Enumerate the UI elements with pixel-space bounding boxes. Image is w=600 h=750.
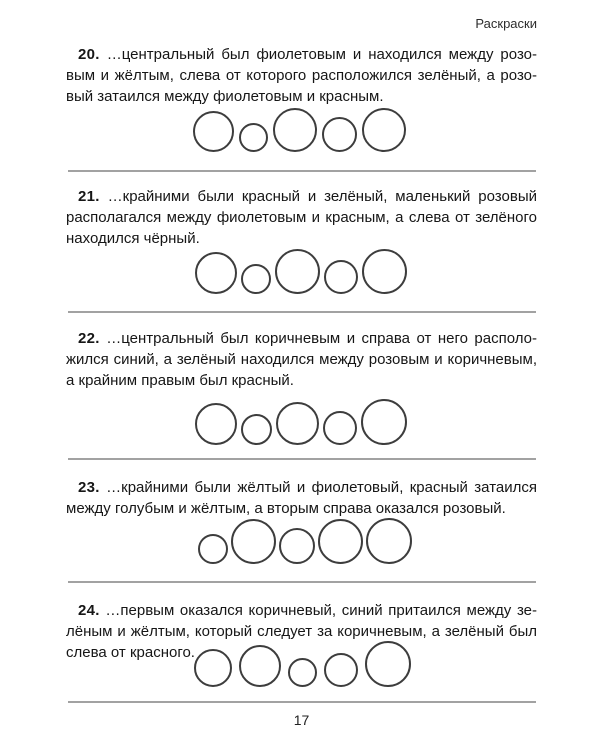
coloring-circle bbox=[323, 411, 357, 445]
coloring-circle bbox=[362, 108, 406, 152]
task-20-text bbox=[66, 44, 537, 107]
coloring-circle bbox=[361, 399, 407, 445]
task-21-text bbox=[66, 186, 537, 249]
task-number: 24. bbox=[78, 602, 100, 619]
coloring-circle bbox=[279, 528, 315, 564]
coloring-circle bbox=[324, 260, 358, 294]
task-text-line: 23. …крайними были жёлтый и фиолетовый, красный затаился bbox=[78, 479, 537, 496]
coloring-circle bbox=[366, 518, 412, 564]
section-divider bbox=[68, 170, 536, 172]
task-text-line: 24. …первым оказался коричневый, синий притаился между зе- bbox=[78, 602, 537, 619]
section-divider bbox=[68, 581, 536, 583]
task-text-line: жился синий, а зелёный находился между розовым и коричневым, bbox=[66, 351, 537, 368]
coloring-circle bbox=[239, 123, 268, 152]
coloring-circle bbox=[275, 249, 320, 294]
task-text-line: 22. …центральный был коричневым и справа от него располо- bbox=[78, 330, 537, 347]
coloring-circle bbox=[322, 117, 357, 152]
task-22-circle-row bbox=[195, 399, 407, 445]
task-text-line: 20. …центральный был фиолетовым и находился между розо- bbox=[78, 46, 537, 63]
task-number: 21. bbox=[78, 188, 100, 205]
coloring-circle bbox=[241, 264, 271, 294]
task-text-line: слева от красного. bbox=[66, 644, 195, 661]
coloring-circle bbox=[324, 653, 358, 687]
task-text-line: находился чёрный. bbox=[66, 230, 200, 247]
coloring-circle bbox=[365, 641, 411, 687]
coloring-circle bbox=[362, 249, 407, 294]
coloring-circle bbox=[231, 519, 276, 564]
task-number: 22. bbox=[78, 330, 100, 347]
task-text-line: вый затаился между фиолетовым и красным. bbox=[66, 88, 384, 105]
task-text-line: располагался между фиолетовым и красным, а слева от зелёного bbox=[66, 209, 537, 226]
task-23-text bbox=[66, 477, 537, 519]
task-23-circle-row bbox=[198, 518, 412, 564]
coloring-circle bbox=[198, 534, 228, 564]
task-number: 23. bbox=[78, 479, 100, 496]
task-number: 20. bbox=[78, 46, 100, 63]
task-text-line: 21. …крайними были красный и зелёный, маленький розовый bbox=[78, 188, 537, 205]
task-text-line: вым и жёлтым, слева от которого расположился зелёный, а розо- bbox=[66, 67, 537, 84]
section-divider bbox=[68, 458, 536, 460]
coloring-circle bbox=[195, 252, 237, 294]
coloring-circle bbox=[194, 649, 232, 687]
coloring-circle bbox=[318, 519, 363, 564]
section-divider bbox=[68, 701, 536, 703]
task-21-circle-row bbox=[195, 249, 407, 294]
coloring-circle bbox=[276, 402, 319, 445]
coloring-circle bbox=[195, 403, 237, 445]
task-24-circle-row bbox=[194, 641, 411, 687]
task-22-text bbox=[66, 328, 537, 391]
task-text-line: а крайним правым был красный. bbox=[66, 372, 294, 389]
coloring-circle bbox=[241, 414, 272, 445]
coloring-circle bbox=[273, 108, 317, 152]
coloring-circle bbox=[239, 645, 281, 687]
page-header-title: Раскраски bbox=[475, 16, 537, 31]
task-text-line: между голубым и жёлтым, а вторым справа оказался розовый. bbox=[66, 500, 506, 517]
page-number: 17 bbox=[293, 712, 310, 728]
task-20-circle-row bbox=[193, 108, 406, 152]
task-text-line: лёным и жёлтым, который следует за коричневым, а зелёный был bbox=[66, 623, 537, 640]
coloring-circle bbox=[193, 111, 234, 152]
section-divider bbox=[68, 311, 536, 313]
coloring-circle bbox=[288, 658, 317, 687]
